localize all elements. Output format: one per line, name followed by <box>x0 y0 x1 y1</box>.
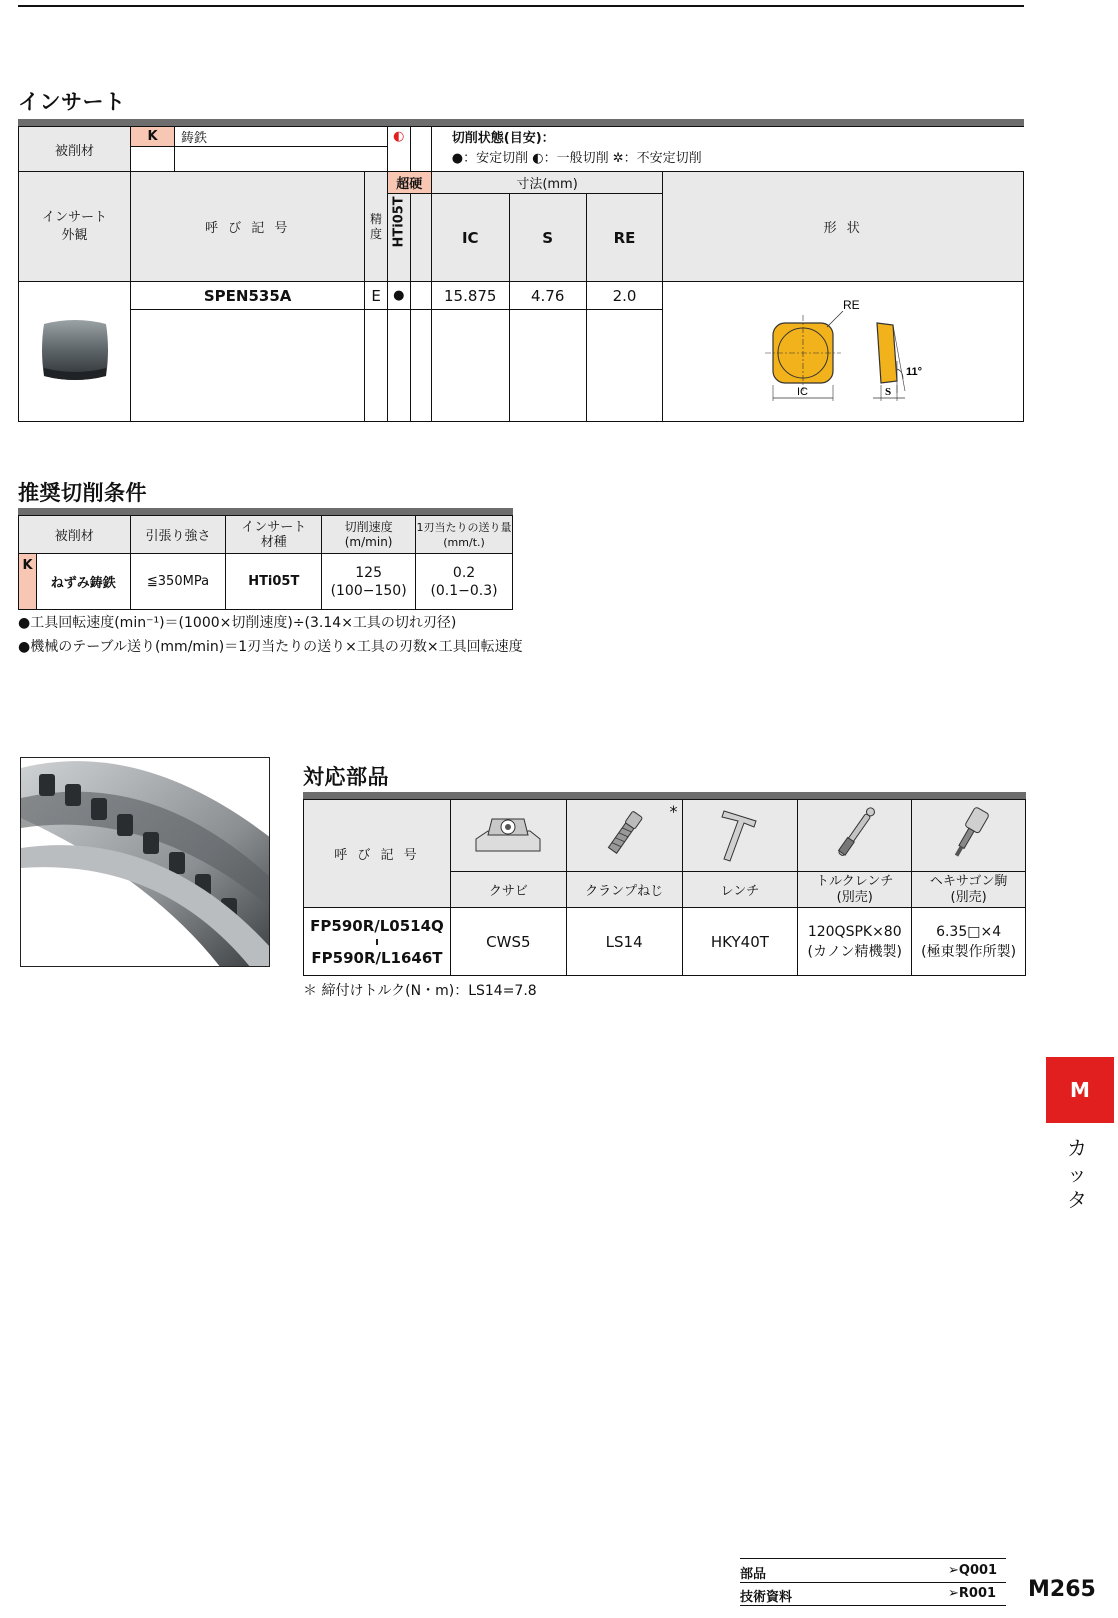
parts-wrench: HKY40T <box>682 908 798 976</box>
wedge-icon <box>468 809 548 859</box>
parts-title-rule <box>303 792 1026 799</box>
parts-h-wrench: レンチ <box>682 872 798 908</box>
parts-screw: LS14 <box>566 908 682 976</box>
parts-code-cell <box>304 908 451 976</box>
col-ic: IC <box>431 194 509 282</box>
col-s: S <box>509 194 586 282</box>
sidebar-tab-m[interactable]: M <box>1046 1057 1114 1123</box>
screw-asterisk: * <box>669 802 678 821</box>
work-name: 鋳鉄 <box>175 127 388 147</box>
wedge-icon-cell <box>450 800 566 872</box>
insert-precision: E <box>365 282 388 310</box>
diagram-s-label: S <box>885 385 892 398</box>
col-shape: 形 状 <box>663 172 1024 282</box>
insert-s: 4.76 <box>509 282 586 310</box>
col-carbide: 超硬 <box>387 172 431 194</box>
insert-table <box>18 126 1024 422</box>
col-grade-cell <box>387 194 410 282</box>
cond-note-2: ●機械のテーブル送り(mm/min)＝1刃当たりの送り×工具の刃数×工具回転速度 <box>18 639 523 655</box>
sidebar-category: カッタ <box>1067 1136 1087 1212</box>
cond-h-tensile: 引張り強さ <box>130 516 226 554</box>
parts-code-sep: ı <box>375 934 379 948</box>
col-grade: HTi05T <box>391 196 407 248</box>
cond-row-grade: HTi05T <box>226 554 322 610</box>
parts-h-wedge: クサビ <box>450 872 566 908</box>
col-code: 呼 び 記 号 <box>131 172 365 282</box>
col-dims: 寸法(mm) <box>431 172 663 194</box>
hex-bit-icon-cell <box>912 800 1026 872</box>
cond-h-work: 被削材 <box>19 516 131 554</box>
cutter-photo <box>20 757 270 967</box>
diagram-ic-label: IC <box>797 385 809 398</box>
insert-photo-cell <box>19 282 131 422</box>
parts-h-screw: クランプねじ <box>566 872 682 908</box>
cond-row-code: K <box>19 554 37 610</box>
diagram-angle-label: 11° <box>906 365 923 378</box>
footer-link1-label[interactable]: 部品 <box>740 1567 767 1582</box>
footer-link1-ref[interactable]: ➢Q001 <box>948 1563 998 1578</box>
parts-torque: 120QSPK×80 (カノン精機製) <box>798 908 912 976</box>
parts-wedge: CWS5 <box>450 908 566 976</box>
insert-photo <box>30 310 120 390</box>
insert-mark: ● <box>387 282 410 310</box>
parts-hex: 6.35□×4 (極東製作所製) <box>912 908 1026 976</box>
conditions-section-title: 推奨切削条件 <box>18 481 147 505</box>
parts-code-to: FP590R/L1646T <box>311 948 443 967</box>
wrench-icon <box>710 801 770 867</box>
condition-title: 切削状態(目安)： <box>451 131 555 146</box>
cond-h-speed: 切削速度 (m/min) <box>322 516 416 554</box>
col-re: RE <box>586 194 663 282</box>
footer-rule-top <box>740 1558 1006 1559</box>
hex-bit-icon <box>939 801 999 867</box>
insert-title-rule <box>18 119 1024 126</box>
parts-code-from: FP590R/L0514Q <box>310 916 444 935</box>
top-rule <box>18 5 1024 7</box>
work-code: K <box>131 127 175 147</box>
cond-row-feed: 0.2 (0.1−0.3) <box>416 554 513 610</box>
insert-code: SPEN535A <box>131 282 365 310</box>
parts-h-torque: トルクレンチ (別売) <box>798 872 912 908</box>
parts-table <box>303 799 1026 976</box>
footer-rule-bottom <box>740 1605 1006 1606</box>
conditions-table <box>18 515 513 610</box>
conditions-title-rule <box>18 508 513 515</box>
parts-footnote: ＊ 締付けトルク(N・m)：LS14=7.8 <box>303 983 537 999</box>
cond-h-feed: 1刃当たりの送り量 (mm/t.) <box>416 516 513 554</box>
cond-row-tensile: ≦350MPa <box>130 554 226 610</box>
insert-shape-diagram <box>743 295 943 405</box>
torque-wrench-icon-cell <box>798 800 912 872</box>
work-label: 被削材 <box>19 127 131 172</box>
col-appearance: インサート 外観 <box>19 172 131 282</box>
condition-mark-header: ◐ <box>387 127 410 147</box>
insert-section-title: インサート <box>18 90 126 114</box>
col-precision: 精 度 <box>365 172 388 282</box>
torque-wrench-icon <box>825 801 885 867</box>
cond-row-speed: 125 (100−150) <box>322 554 416 610</box>
wrench-icon-cell <box>682 800 798 872</box>
insert-ic: 15.875 <box>431 282 509 310</box>
cutter-photo-image <box>21 758 270 967</box>
parts-h-code: 呼 び 記 号 <box>304 800 451 908</box>
insert-shape-cell <box>663 282 1024 422</box>
insert-re: 2.0 <box>586 282 663 310</box>
screw-icon <box>594 804 654 864</box>
footer-rule-mid <box>740 1582 1006 1583</box>
footer-link2-ref[interactable]: ➢R001 <box>948 1586 997 1601</box>
cond-note-1: ●工具回転速度(min⁻¹)＝(1000×切削速度)÷(3.14×工具の切れ刃径) <box>18 615 457 631</box>
parts-section-title: 対応部品 <box>303 765 389 789</box>
cond-h-grade: インサート 材種 <box>226 516 322 554</box>
condition-legend-box <box>431 127 1023 172</box>
condition-legend: ●：安定切削 ◐：一般切削 ✲：不安定切削 <box>451 151 702 166</box>
parts-h-hex: ヘキサゴン駒 (別売) <box>912 872 1026 908</box>
page-number: M265 <box>1028 1577 1096 1602</box>
cond-row-work: ねずみ鋳鉄 <box>36 554 130 610</box>
footer-link2-label[interactable]: 技術資料 <box>740 1590 793 1605</box>
screw-icon-cell <box>566 800 682 872</box>
diagram-re-label: RE <box>843 297 860 312</box>
